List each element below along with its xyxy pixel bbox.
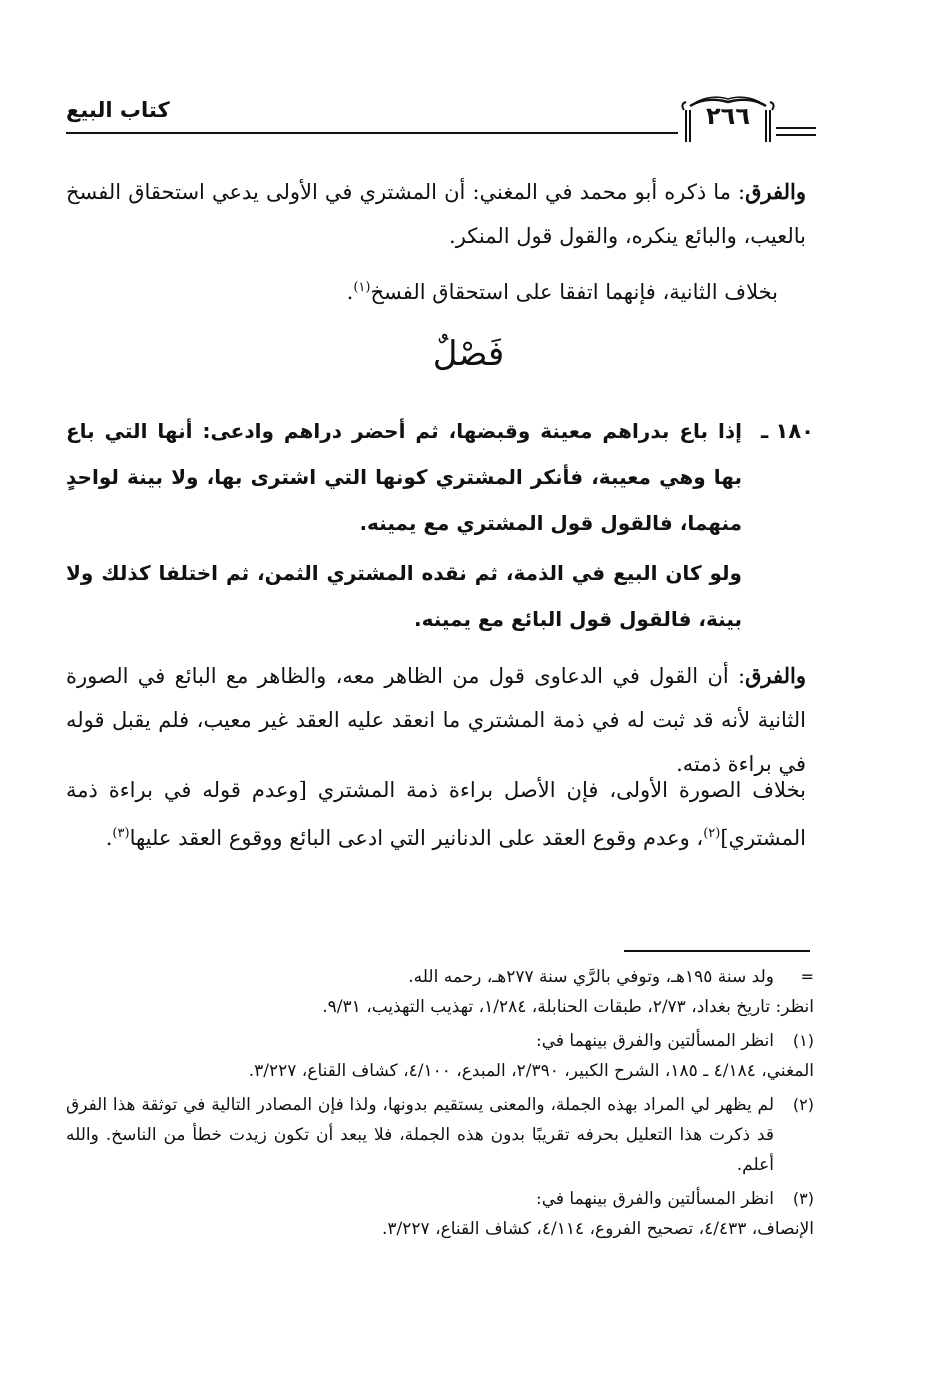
running-title: كتاب البيع: [66, 98, 170, 122]
footnote-text: انظر المسألتين والفرق بينهما في:: [536, 1031, 774, 1051]
footnote-mark: =: [800, 967, 814, 986]
footnote-separator: [624, 950, 810, 952]
footnote-2: [66, 1090, 814, 1180]
footnote-mark: (١): [792, 1031, 814, 1050]
footnote-continued: [66, 962, 814, 1022]
punctuation: .: [346, 280, 354, 304]
paragraph-text: : أن القول في الدعاوى قول من الظاهر معه، والظاهر مع البائع في الصورة الثانية لأنه قد ثبت له في ذمة المشتري ما انعقد عليه العقد غير معيب، فلم يقبل قوله في براءة ذمته.: [66, 664, 806, 776]
footnote-text: المغني، ٤/١٨٤ ـ ١٨٥، الشرح الكبير، ٢/٣٩٠، المبدع، ٤/١٠٠، كشاف القناع، ٣/٢٢٧.: [248, 1061, 814, 1081]
footnote-3: [66, 1184, 814, 1244]
footnote-ref[interactable]: (١): [353, 280, 371, 295]
section-heading: فَصْلٌ: [432, 334, 505, 374]
footnote-mark: (٣): [792, 1189, 814, 1208]
footnote-text: ولد سنة ١٩٥هـ، وتوفي بالرَّي سنة ٢٧٧هـ، رحمه الله.: [408, 967, 774, 987]
issue-number: ١٨٠ ـ: [761, 419, 814, 443]
issue-text: إذا باع بدراهم معينة وقبضها، ثم أحضر دراهم وادعى: أنها التي باع بها وهي معيبة، فأنكر المشتري كونها التي اشترى بها، ولا بينة لواحدٍ منهما، فالقول قول المشتري مع يمينه.: [66, 419, 742, 535]
paragraph-difference-1: [66, 170, 806, 258]
header-rule: [66, 132, 678, 134]
paragraph-text: : ما ذكره أبو محمد في المغني: أن المشتري في الأولى يدعي استحقاق الفسخ بالعيب، والبائع ينكره، والقول قول المنكر.: [66, 180, 806, 248]
footnotes: [66, 962, 814, 1248]
footnote-ref[interactable]: (٢): [703, 826, 721, 841]
difference-label: والفرق: [745, 663, 806, 688]
paragraph-contrast-1: [66, 266, 806, 314]
page-number: ٢٦٦: [706, 102, 750, 130]
header-rule-double: [776, 127, 816, 136]
paragraph-difference-2: [66, 654, 806, 786]
punctuation: .: [105, 826, 113, 850]
paragraph-text: ، وعدم وقوع العقد على الدنانير التي ادعى البائع ووقوع العقد عليها: [129, 826, 704, 850]
paragraph-contrast-2: [66, 768, 806, 860]
difference-label: والفرق: [745, 179, 806, 204]
page-number-frame: [676, 92, 780, 148]
paragraph-text: بخلاف الثانية، فإنهما اتفقا على استحقاق الفسخ: [370, 280, 778, 304]
footnote-text: الإنصاف، ٤/٤٣٣، تصحيح الفروع، ٤/١١٤، كشاف القناع، ٣/٢٢٧.: [382, 1219, 814, 1239]
paragraph-text: بخلاف الصورة الأولى، فإن الأصل براءة ذمة المشتري [وعدم قوله في براءة ذمة المشتري]: [66, 778, 806, 850]
footnote-text: لم يظهر لي المراد بهذه الجملة، والمعنى يستقيم بدونها، ولذا فإن المصادر التالية في توثقة هذا الفرق قد ذكرت هذا التعليل بحرفه تقريبًا بدون هذه الجملة، فلا يبعد أن تكون زيدت خطأ من الناسخ. والله أعلم.: [66, 1095, 774, 1175]
issue-180-second-case: ولو كان البيع في الذمة، ثم نقده المشتري الثمن، ثم اختلفا كذلك ولا بينة، فالقول قول البائع مع يمينه.: [66, 561, 742, 631]
footnote-mark: (٢): [792, 1095, 814, 1114]
footnote-ref[interactable]: (٣): [112, 826, 130, 841]
footnote-text: انظر: تاريخ بغداد، ٢/٧٣، طبقات الحنابلة، ١/٢٨٤، تهذيب التهذيب، ٩/٣١.: [322, 997, 814, 1017]
footnote-text: انظر المسألتين والفرق بينهما في:: [536, 1189, 774, 1209]
page-header: [0, 92, 937, 152]
footnote-1: [66, 1026, 814, 1086]
